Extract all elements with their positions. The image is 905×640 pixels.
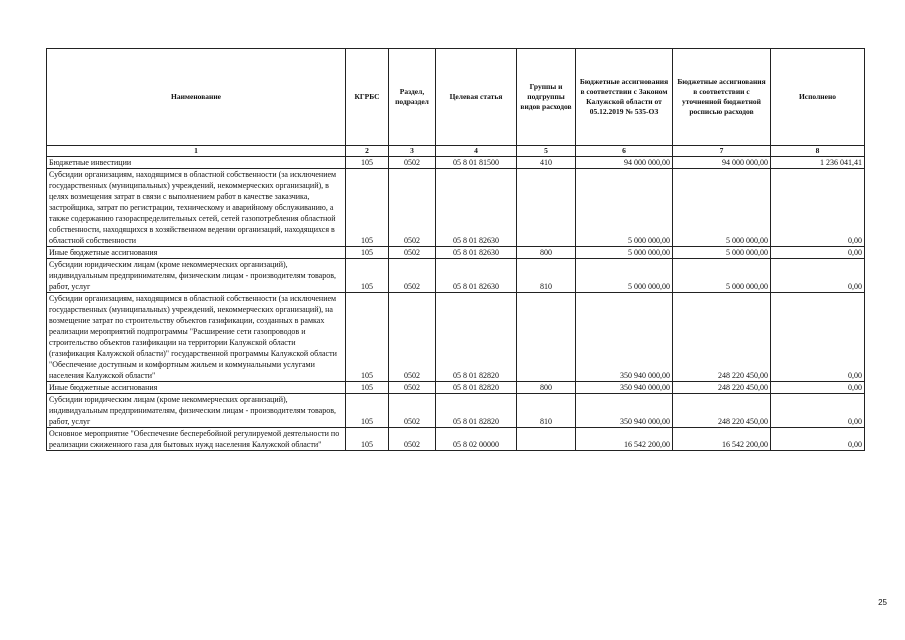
cell-group: [517, 428, 576, 451]
cell-name: Основное мероприятие "Обеспечение бесперебойной регулируемой деятельности по реализации сжиженного газа для бытовых нужд населения Калужской области": [47, 428, 346, 451]
cell-refined-amount: 248 220 450,00: [673, 382, 771, 394]
cell-target: 05 8 01 82630: [436, 169, 517, 247]
cell-name: Иные бюджетные ассигнования: [47, 382, 346, 394]
cell-target: 05 8 01 82630: [436, 247, 517, 259]
header-section: Раздел, подраздел: [389, 49, 436, 146]
cell-law-amount: 5 000 000,00: [576, 259, 673, 293]
cell-kgrbs: 105: [346, 259, 389, 293]
cell-kgrbs: 105: [346, 293, 389, 382]
cell-name: Субсидии юридическим лицам (кроме некоммерческих организаций), индивидуальным предпринимателям, физическим лицам - производителям товаров, работ, услуг: [47, 394, 346, 428]
column-number: 4: [436, 146, 517, 157]
cell-kgrbs: 105: [346, 394, 389, 428]
table-row: [47, 157, 865, 169]
cell-refined-amount: 248 220 450,00: [673, 394, 771, 428]
column-number: 6: [576, 146, 673, 157]
cell-law-amount: 350 940 000,00: [576, 293, 673, 382]
cell-kgrbs: 105: [346, 157, 389, 169]
header-row: [47, 49, 865, 146]
cell-section: 0502: [389, 259, 436, 293]
page-number: 25: [878, 598, 887, 607]
budget-table: [46, 48, 865, 451]
cell-refined-amount: 5 000 000,00: [673, 169, 771, 247]
cell-name: Иные бюджетные ассигнования: [47, 247, 346, 259]
table-row: [47, 382, 865, 394]
cell-target: 05 8 02 00000: [436, 428, 517, 451]
cell-group: 800: [517, 247, 576, 259]
cell-section: 0502: [389, 428, 436, 451]
cell-group: 800: [517, 382, 576, 394]
cell-executed-amount: 0,00: [771, 247, 865, 259]
cell-refined-amount: 16 542 200,00: [673, 428, 771, 451]
cell-name: Бюджетные инвестиции: [47, 157, 346, 169]
column-number: 7: [673, 146, 771, 157]
table-row: [47, 428, 865, 451]
cell-law-amount: 94 000 000,00: [576, 157, 673, 169]
column-number: 3: [389, 146, 436, 157]
cell-section: 0502: [389, 293, 436, 382]
cell-executed-amount: 0,00: [771, 169, 865, 247]
table-row: [47, 259, 865, 293]
header-kgrbs: КГРБС: [346, 49, 389, 146]
table-row: [47, 293, 865, 382]
cell-executed-amount: 0,00: [771, 293, 865, 382]
cell-refined-amount: 94 000 000,00: [673, 157, 771, 169]
cell-refined-amount: 5 000 000,00: [673, 247, 771, 259]
cell-law-amount: 5 000 000,00: [576, 169, 673, 247]
cell-executed-amount: 0,00: [771, 394, 865, 428]
cell-target: 05 8 01 82820: [436, 293, 517, 382]
table-row: [47, 247, 865, 259]
table-row: [47, 394, 865, 428]
column-number: 1: [47, 146, 346, 157]
header-target: Целевая статья: [436, 49, 517, 146]
cell-name: Субсидии организациям, находящимся в областной собственности (за исключением государственных (муниципальных) учреждений, некоммерческих организаций), на возмещение затрат по строительству объектов газификации, созданных в рамках реализации мероприятий подпрограммы "Расширение сети газопроводов и строительство объектов газификации на территории Калужской области (газификация Калужской области)" государственной программы Калужской области "Обеспечение доступным и комфортным жильем и коммунальными услугами населения Калужской области": [47, 293, 346, 382]
cell-section: 0502: [389, 247, 436, 259]
cell-executed-amount: 0,00: [771, 382, 865, 394]
cell-group: [517, 169, 576, 247]
cell-section: 0502: [389, 157, 436, 169]
cell-kgrbs: 105: [346, 169, 389, 247]
cell-section: 0502: [389, 394, 436, 428]
cell-law-amount: 16 542 200,00: [576, 428, 673, 451]
cell-group: 810: [517, 259, 576, 293]
header-name: Наименование: [47, 49, 346, 146]
cell-law-amount: 5 000 000,00: [576, 247, 673, 259]
cell-group: 810: [517, 394, 576, 428]
cell-target: 05 8 01 82820: [436, 394, 517, 428]
cell-kgrbs: 105: [346, 382, 389, 394]
column-number: 5: [517, 146, 576, 157]
header-done: Исполнено: [771, 49, 865, 146]
header-law: Бюджетные ассигнования в соответствии с Законом Калужской области от 05.12.2019 № 535-ОЗ: [576, 49, 673, 146]
cell-name: Субсидии юридическим лицам (кроме некоммерческих организаций), индивидуальным предпринимателям, физическим лицам - производителям товаров, работ, услуг: [47, 259, 346, 293]
column-number: 8: [771, 146, 865, 157]
cell-group: 410: [517, 157, 576, 169]
header-group: Группы и подгруппы видов расходов: [517, 49, 576, 146]
header-refined: Бюджетные ассигнования в соответствии с уточненной бюджетной росписью расходов: [673, 49, 771, 146]
cell-group: [517, 293, 576, 382]
cell-section: 0502: [389, 169, 436, 247]
cell-refined-amount: 5 000 000,00: [673, 259, 771, 293]
column-number: 2: [346, 146, 389, 157]
cell-target: 05 8 01 81500: [436, 157, 517, 169]
cell-section: 0502: [389, 382, 436, 394]
cell-executed-amount: 1 236 041,41: [771, 157, 865, 169]
table-row: [47, 169, 865, 247]
cell-target: 05 8 01 82820: [436, 382, 517, 394]
cell-executed-amount: 0,00: [771, 428, 865, 451]
cell-refined-amount: 248 220 450,00: [673, 293, 771, 382]
cell-law-amount: 350 940 000,00: [576, 394, 673, 428]
cell-law-amount: 350 940 000,00: [576, 382, 673, 394]
cell-kgrbs: 105: [346, 428, 389, 451]
cell-kgrbs: 105: [346, 247, 389, 259]
cell-name: Субсидии организациям, находящимся в областной собственности (за исключением государственных (муниципальных) учреждений, некоммерческих организаций), в целях возмещения затрат в связи с выполнением работ в качестве заказчика, застройщика, затрат по регистрации, техническому и аварийному обслуживанию, а также содержанию газораспределительных сетей, сетей газопотребления областной собственности, находящихся в хозяйственном ведении организаций, находящихся в областной собственности: [47, 169, 346, 247]
column-number-row: [47, 146, 865, 157]
cell-executed-amount: 0,00: [771, 259, 865, 293]
cell-target: 05 8 01 82630: [436, 259, 517, 293]
